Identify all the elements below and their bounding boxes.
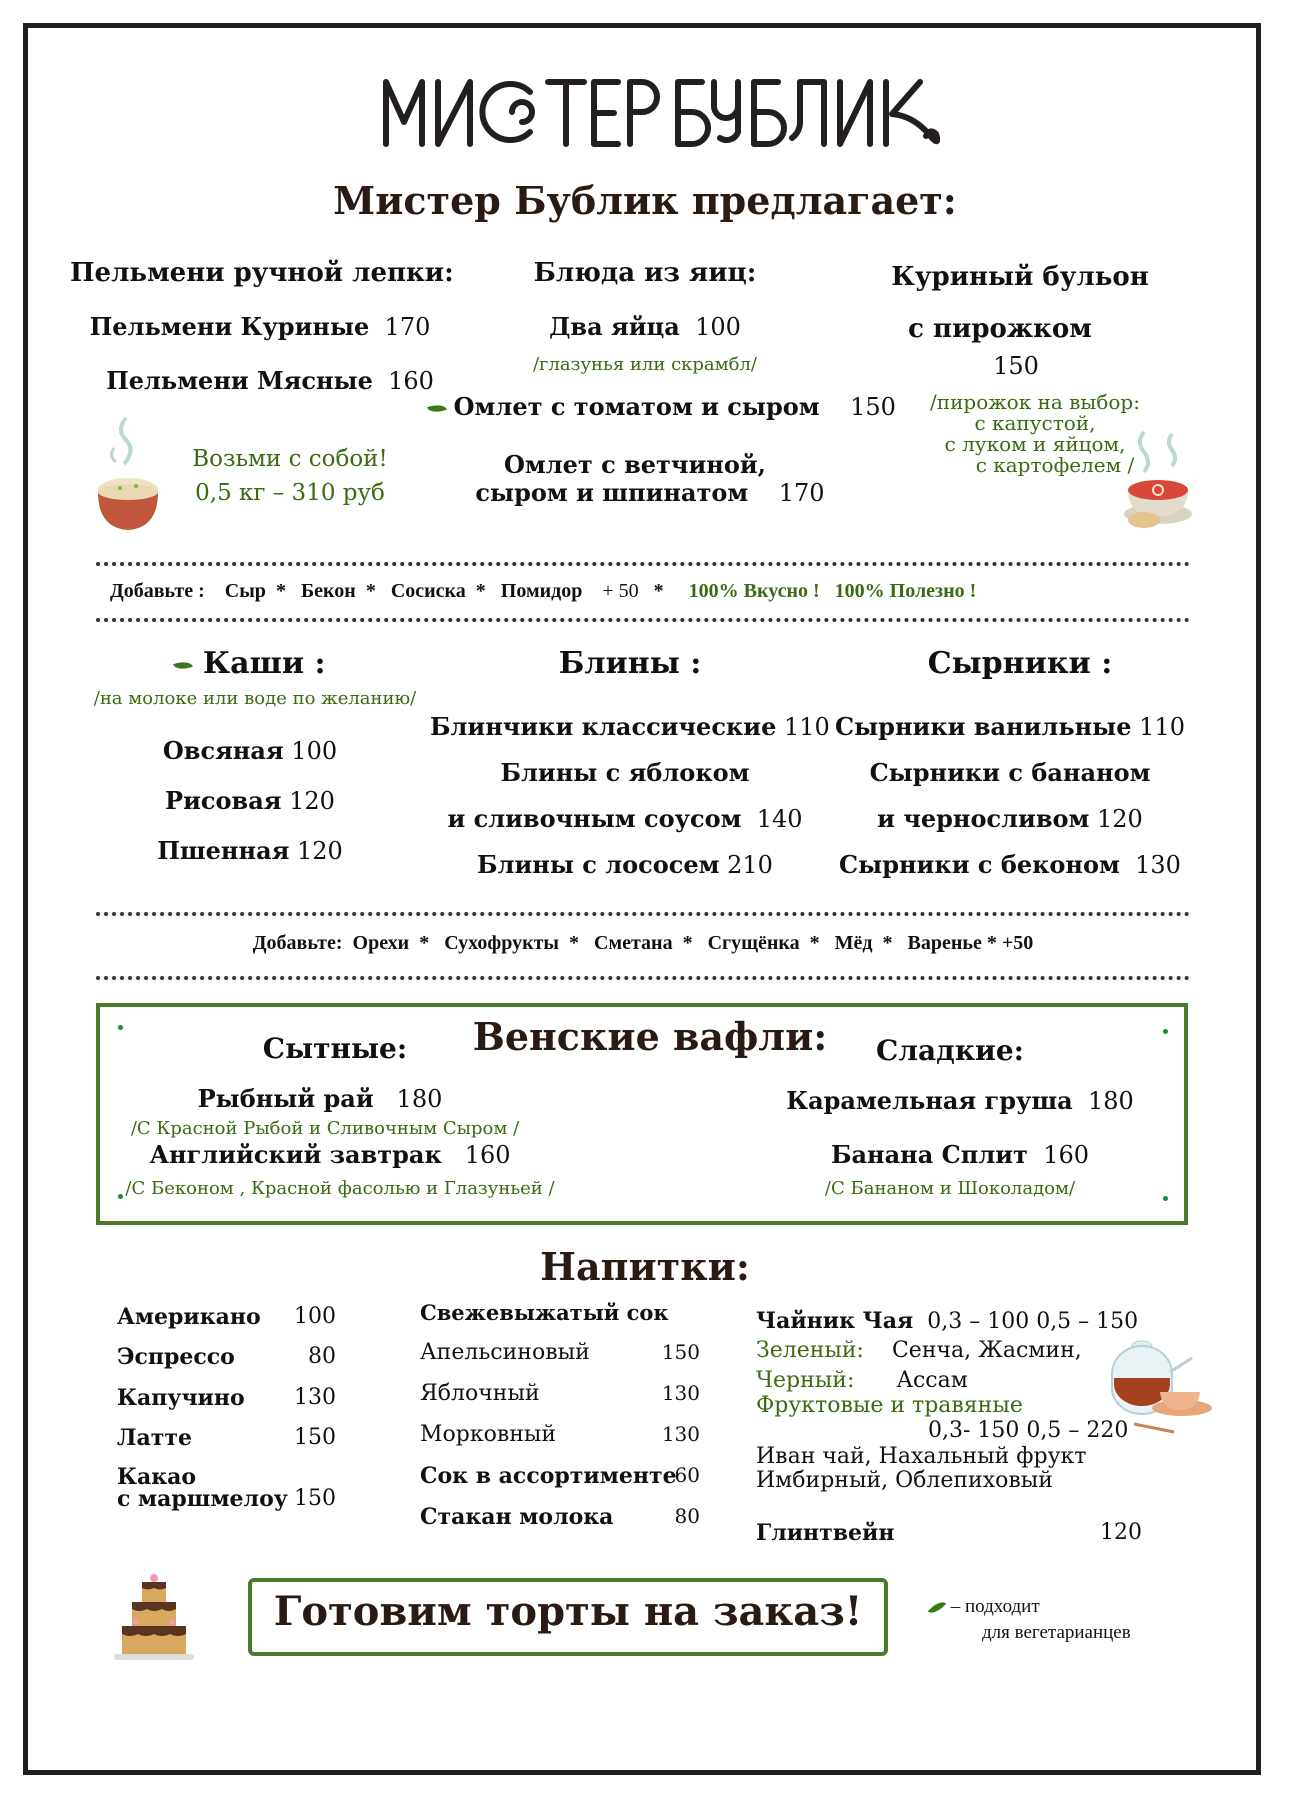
tea-values: Сенча, Жасмин, [891, 1338, 1082, 1363]
menu-item [770, 1086, 1150, 1115]
drink-name: Эспрессо [117, 1344, 235, 1370]
eggs-title: Блюда из яиц: [533, 258, 757, 288]
broth-title-line1: Куриный бульон [891, 262, 1149, 292]
item-price: 160 [1043, 1141, 1089, 1169]
addons-row: Добавьте: Орехи * Сухофрукты * Сметана * Сгущёнка * Мёд * Варенье * +50 [252, 932, 1034, 954]
item-price: 170 [384, 313, 431, 341]
drink-price: 60 [674, 1463, 700, 1487]
drink-name: Латте [117, 1425, 192, 1451]
takeaway-promo-line1: Возьми с собой! [192, 446, 388, 472]
menu-item [830, 850, 1190, 879]
drink-price: 150 [294, 1486, 336, 1511]
porridge-note: /на молоке или воде по желанию/ [93, 688, 417, 709]
item-price: 180 [1087, 1087, 1134, 1115]
legend-line1: – подходит [950, 1596, 1040, 1617]
menu-item [70, 836, 430, 865]
drink-price: 100 [294, 1304, 336, 1329]
menu-item [140, 1140, 520, 1169]
item-name: Английский завтрак [149, 1140, 442, 1169]
soup-bowl-icon [1122, 424, 1194, 534]
item-name-line2: и черносливом [877, 804, 1090, 833]
item-name-line1: Сырники с бананом [869, 758, 1151, 787]
decor-dot [1163, 1029, 1168, 1034]
drink-price: 120 [1100, 1520, 1142, 1545]
vegetarian-legend [928, 1596, 1040, 1618]
item-name-line2: и сливочным соусом [447, 804, 742, 833]
addon-item: Помидор [500, 580, 583, 602]
vegetarian-leaf-icon [928, 1598, 946, 1618]
menu-item [80, 366, 460, 395]
porridge-title [70, 646, 430, 681]
note-line: /пирожок на выбор: [930, 390, 1140, 414]
drink-price: 130 [661, 1381, 700, 1405]
drink-price: 150 [661, 1340, 700, 1364]
addon-item: Орехи [352, 932, 410, 954]
drink-price: 130 [294, 1385, 336, 1410]
separator: * [275, 580, 286, 602]
divider [96, 562, 1190, 566]
savory-title: Сытные: [262, 1032, 408, 1065]
tea-fruit-line: Имбирный, Облепиховый [756, 1468, 1053, 1493]
logo [380, 72, 940, 152]
tea-fruit-line: Иван чай, Нахальный фрукт [756, 1444, 1087, 1469]
vegetarian-leaf-icon [427, 401, 447, 416]
item-name: Пшенная [157, 836, 290, 865]
item-note: /С Беконом , Красной фасолью и Глазуньей / [125, 1178, 555, 1199]
drinks-title: Напитки: [540, 1244, 750, 1289]
tea-black [756, 1368, 968, 1393]
broth-price: 150 [993, 352, 1039, 380]
addon-price: +50 [1001, 932, 1034, 954]
item-name: Овсяная [162, 736, 284, 765]
drink-name-line2: с маршмелоу [117, 1486, 288, 1512]
drink-name: Американо [117, 1304, 261, 1330]
item-price: 110 [783, 713, 830, 741]
tea-header [756, 1308, 1138, 1334]
waffles-title: Венские вафли: [472, 1014, 828, 1059]
menu-item [830, 804, 1190, 833]
item-name: Рисовая [165, 786, 282, 815]
menu-item [430, 804, 820, 833]
item-price: 100 [291, 737, 338, 765]
tea-fruit-prices: 0,3- 150 0,5 – 220 [928, 1418, 1129, 1443]
item-name: Омлет с томатом и сыром [453, 392, 820, 421]
drink-name-line1: Какао [117, 1464, 197, 1490]
juice-title: Свежевыжатый сок [420, 1300, 669, 1325]
item-price: 100 [695, 313, 741, 341]
addon-item: Сгущёнка [707, 932, 800, 954]
drink-price: 150 [294, 1425, 336, 1450]
menu-item [70, 786, 430, 815]
divider [96, 618, 1190, 622]
item-note: /С Красной Рыбой и Сливочным Сыром / [130, 1118, 520, 1139]
slogan: 100% Вкусно ! [688, 580, 820, 602]
drink-name: Сок в ассортименте [420, 1463, 677, 1489]
note-line: с картофелем / [975, 453, 1135, 477]
item-name-line2: сыром и шпинатом [475, 478, 749, 507]
addon-item: Мёд [834, 932, 873, 954]
menu-item [70, 736, 430, 765]
drink-price: 80 [308, 1344, 336, 1369]
item-name: Два яйца [549, 312, 680, 341]
addon-item: Варенье [907, 932, 982, 954]
item-name-line1: Блины с яблоком [500, 758, 750, 787]
item-name: Карамельная груша [786, 1086, 1073, 1115]
item-price: 120 [1097, 805, 1143, 833]
menu-item [70, 312, 450, 341]
logo-wordmark-icon [380, 72, 940, 152]
vegetarian-leaf-icon [173, 658, 193, 673]
drink-name: Капучино [117, 1385, 245, 1411]
item-name: Сырники ванильные [835, 712, 1132, 741]
cake-icon [104, 1570, 204, 1662]
divider [96, 912, 1190, 916]
menu-item [150, 1084, 490, 1113]
divider [96, 976, 1190, 980]
tea-values: Ассам [896, 1368, 968, 1393]
item-name: Рыбный рай [197, 1084, 374, 1113]
item-price: 120 [296, 837, 343, 865]
tea-green [756, 1338, 1082, 1363]
decor-dot [1163, 1196, 1168, 1201]
menu-item [830, 712, 1190, 741]
menu-item [430, 850, 820, 879]
decor-dot [118, 1025, 123, 1030]
item-price: 180 [396, 1085, 443, 1113]
item-name: Пельмени Мясные [106, 366, 373, 395]
item-price: 150 [850, 393, 896, 421]
tea-title: Чайник Чая [756, 1308, 914, 1334]
addon-price: + 50 [602, 580, 639, 602]
tea-label: Черный: [756, 1368, 855, 1393]
item-price: 210 [727, 851, 773, 879]
dumplings-pot-icon [86, 408, 170, 536]
addon-item: Сыр [224, 580, 266, 602]
item-price: 170 [778, 479, 825, 507]
addon-item: Бекон [300, 580, 356, 602]
separator: * [653, 580, 664, 602]
item-price: 130 [1135, 851, 1181, 879]
item-price: 110 [1139, 713, 1185, 741]
item-price: 120 [289, 787, 335, 815]
addon-item: Сметана [594, 932, 673, 954]
page-subtitle: Мистер Бублик предлагает: [333, 178, 957, 223]
note-line: с капустой, [974, 411, 1096, 435]
note-line: с луком и яйцом, [944, 432, 1126, 456]
drink-name: Глинтвейн [756, 1520, 895, 1546]
drink-name: Стакан молока [420, 1504, 614, 1530]
drink-name: Яблочный [420, 1381, 540, 1406]
item-name: Блинчики классические [430, 712, 777, 741]
menu-item [480, 312, 810, 341]
separator: * [365, 580, 376, 602]
item-name: Пельмени Куриные [89, 312, 370, 341]
drink-price: 80 [674, 1504, 700, 1528]
drink-name: Апельсиновый [420, 1340, 590, 1365]
takeaway-promo-line2: 0,5 кг – 310 руб [195, 480, 385, 506]
tea-fruit-label: Фруктовые и травяные [756, 1393, 1023, 1418]
porridge-title-text: Каши : [202, 646, 326, 681]
drink-name: Морковный [420, 1422, 557, 1447]
tea-prices: 0,3 – 100 0,5 – 150 [927, 1309, 1139, 1334]
dumplings-title: Пельмени ручной лепки: [70, 258, 454, 288]
teapot-icon [1104, 1334, 1216, 1434]
addon-item: Сухофрукты [444, 932, 560, 954]
item-note: /С Бананом и Шоколадом/ [824, 1178, 1076, 1199]
slogan: 100% Полезно ! [834, 580, 977, 602]
item-name: Банана Сплит [831, 1140, 1028, 1169]
pancakes-title: Блины : [558, 646, 702, 681]
cakes-banner-text: Готовим торты на заказ! [273, 1588, 863, 1635]
item-name: Сырники с беконом [839, 850, 1120, 879]
menu-item [430, 712, 830, 741]
addons-label: Добавьте : [110, 580, 205, 602]
separator: * [475, 580, 486, 602]
item-name-line1: Омлет с ветчиной, [503, 450, 767, 479]
addons-row [110, 580, 976, 603]
item-price: 140 [756, 805, 803, 833]
syrniki-title: Сырники : [927, 646, 1113, 681]
sweet-title: Сладкие: [876, 1034, 1024, 1067]
tea-label: Зеленый: [756, 1338, 864, 1363]
addons-label: Добавьте: [252, 932, 343, 954]
drink-price: 130 [661, 1422, 700, 1446]
legend-line2: для вегетарианцев [982, 1622, 1131, 1643]
item-name: Блины с лососем [477, 850, 720, 879]
item-price: 160 [388, 367, 434, 395]
menu-item [470, 478, 830, 507]
item-note: /глазунья или скрамбл/ [532, 354, 757, 375]
menu-item [428, 392, 896, 421]
broth-title-line2: с пирожком [908, 314, 1092, 344]
item-price: 160 [464, 1141, 511, 1169]
addon-item: Сосиска [390, 580, 466, 602]
menu-item [770, 1140, 1150, 1169]
